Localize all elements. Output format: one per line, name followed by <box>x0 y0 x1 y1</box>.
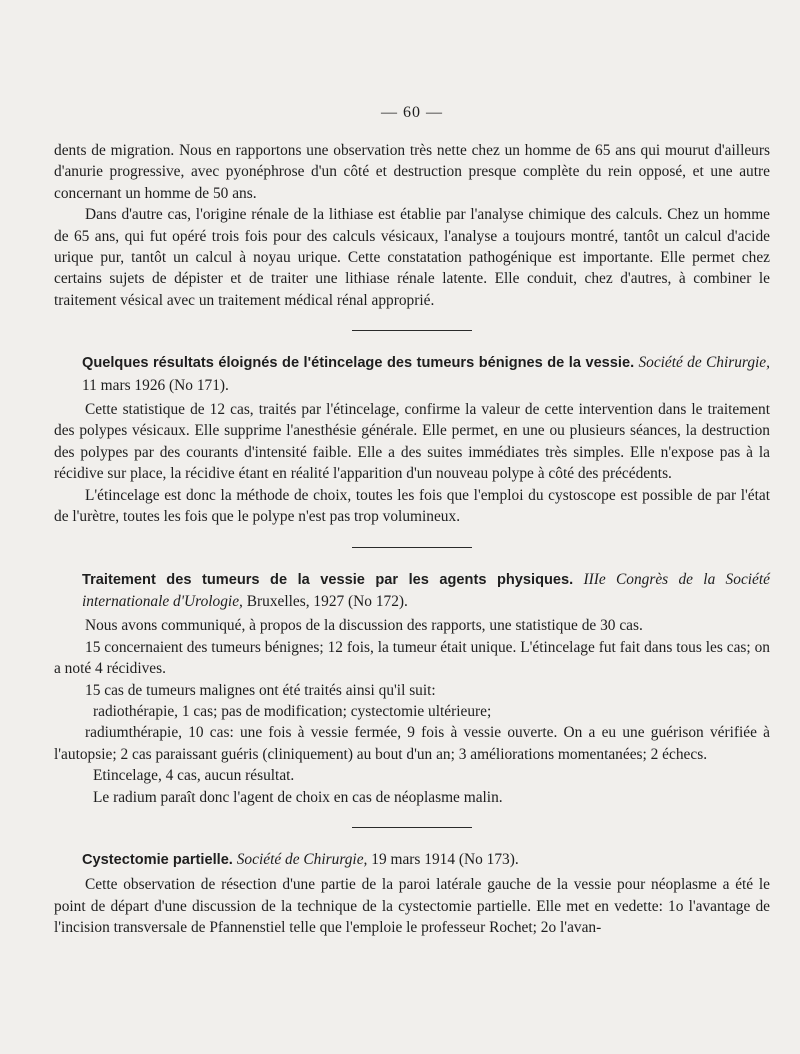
section-heading <box>54 352 770 396</box>
intro-block <box>54 140 770 311</box>
page-number: — 60 — <box>381 104 443 121</box>
section-divider <box>352 547 472 548</box>
section-paragraph: Cette statistique de 12 cas, traités par l'étincelage, confirme la valeur de cette intervention dans le traitement des polypes vésicaux. Elle supprime l'anesthésie générale. Elle permet, en une ou plusieurs séances, la destruction des polypes par des courants d'intensité faible. Elle a des suites immédiates très simples. Elle n'expose pas à la récidive sur place, la récidive étant en réalité l'apparition d'un nouveau polype à côté des précédents. <box>54 401 770 483</box>
section-etincelage <box>54 352 770 527</box>
section-source: Société de Chirurgie, <box>638 354 770 372</box>
section-paragraph: 15 cas de tumeurs malignes ont été traités ainsi qu'il suit: <box>85 681 436 699</box>
section-paragraph: Nous avons communiqué, à propos de la discussion des rapports, une statistique de 30 cas. <box>85 617 643 635</box>
intro-paragraph-1: dents de migration. Nous en rapportons une observation très nette chez un homme de 65 ans qui mourut d'ailleurs d'anurie progressive, avec pyonéphrose d'un côté et destruction presque complète du rein opposé, et une autre concernant un homme de 50 ans. <box>54 142 770 202</box>
section-divider <box>352 330 472 331</box>
section-divider <box>352 827 472 828</box>
section-paragraph: L'étincelage est donc la méthode de choix, toutes les fois que l'emploi du cystoscope est possible de par l'état de l'urètre, toutes les fois que le polype n'est pas trop volumineux. <box>54 486 770 526</box>
section-title: Quelques résultats éloignés de l'étincelage des tumeurs bénignes de la vessie. <box>82 355 635 372</box>
section-date: 19 mars 1914 (No 173). <box>371 850 519 868</box>
section-paragraph: 15 concernaient des tumeurs bénignes; 12 fois, la tumeur était unique. L'étincelage fut fait dans tous les cas; on a noté 4 récidives. <box>54 638 770 678</box>
section-source: Société de Chirurgie, <box>236 850 368 868</box>
intro-paragraph-2: Dans d'autre cas, l'origine rénale de la lithiase est établie par l'analyse chimique des calculs. Chez un homme de 65 ans, qui fut opéré trois fois pour des calculs vésicaux, l'analyse a toujours montré, tantôt un calcul d'acide urique pur, tantôt un calcul à noyau urique. Cette constatation pathogénique est importante. Elle permet chez certains sujets de dépister et de traiter une lithiase rénale latente. Elle conduit, chez d'autres, à combiner le traitement vésical avec un traitement médical rénal approprié. <box>54 206 770 309</box>
section-paragraph: Cette observation de résection d'une partie de la paroi latérale gauche de la vessie pour néoplasme a été le point de départ d'une discussion de la technique de la cystectomie partielle. Elle met en vedette: 1o l'avantage de l'incision transversale de Pfannenstiel telle que l'emploie le professeur Rochet; 2o l'avan- <box>54 876 770 937</box>
section-paragraph: radiothérapie, 1 cas; pas de modification; cystectomie ultérieure; <box>93 702 492 720</box>
section-paragraph: Etincelage, 4 cas, aucun résultat. <box>93 767 295 785</box>
section-title: Cystectomie partielle. <box>82 851 233 868</box>
section-paragraph: Le radium paraît donc l'agent de choix en cas de néoplasme malin. <box>93 788 503 806</box>
section-cystectomie <box>54 849 770 939</box>
section-date: Bruxelles, 1927 (No 172). <box>246 592 408 610</box>
section-date: 11 mars 1926 (No 171). <box>82 376 229 394</box>
section-heading <box>54 849 770 871</box>
section-source: IIIe Congrès de la Société internationale d'Urologie, <box>82 570 770 610</box>
section-title: Traitement des tumeurs de la vessie par les agents physiques. <box>82 571 574 588</box>
section-agents-physiques <box>54 569 770 808</box>
section-heading <box>54 569 770 613</box>
section-paragraph: radiumthérapie, 10 cas: une fois à vessie fermée, 9 fois à vessie ouverte. On a eu une guérison vérifiée à l'autopsie; 2 cas paraissant guéris (cliniquement) au bout d'un an; 3 améliorations momentanées; 2 échecs. <box>54 724 770 763</box>
